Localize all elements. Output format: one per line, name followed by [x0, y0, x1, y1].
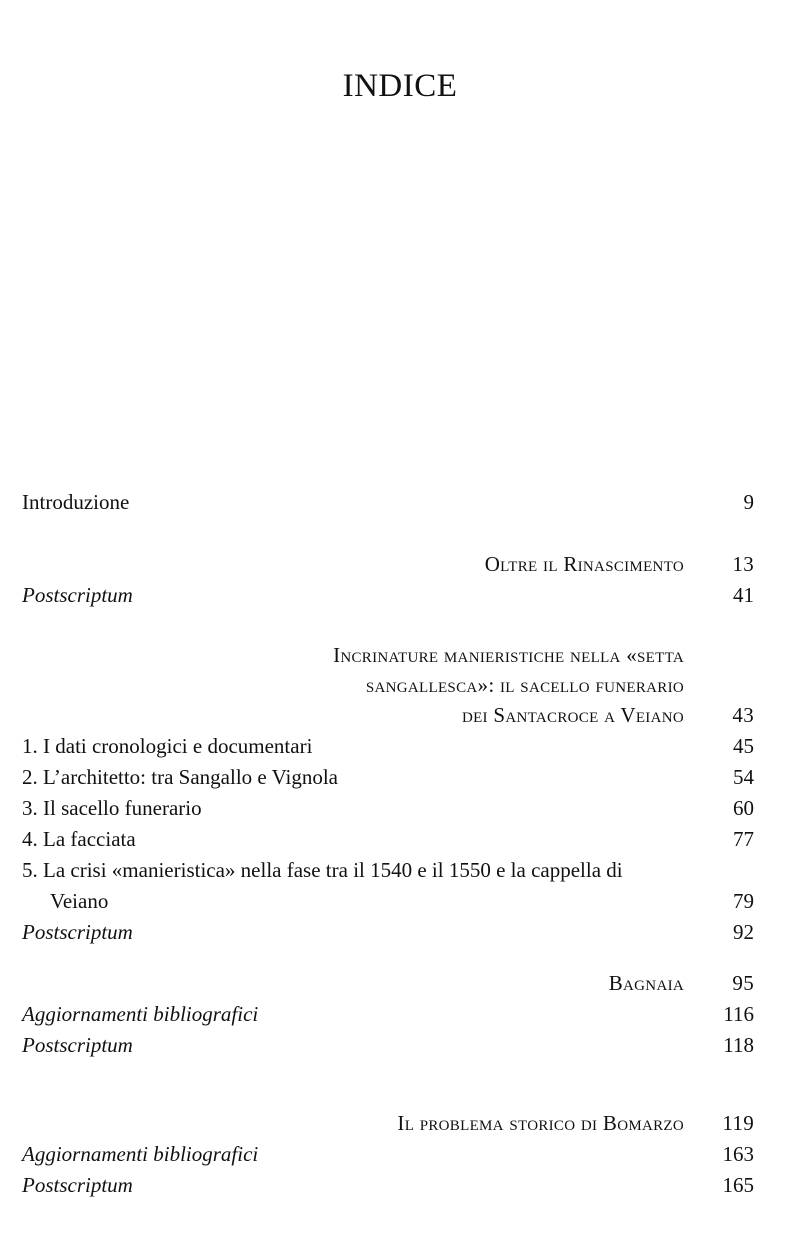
- entry-label: Postscriptum: [22, 583, 133, 607]
- section-heading: [22, 969, 754, 997]
- entry-page: 118: [723, 1033, 754, 1057]
- toc-entry: [22, 887, 754, 915]
- entry-page: 13: [732, 552, 754, 576]
- toc-entry: [22, 488, 754, 516]
- entry-label: Oltre il Rinascimento: [484, 552, 684, 576]
- toc-entry: [22, 794, 754, 822]
- entry-label: Postscriptum: [22, 1033, 133, 1057]
- toc-entry: [22, 918, 754, 946]
- section-heading: [22, 671, 744, 699]
- entry-page: 95: [732, 971, 754, 995]
- entry-label: Veiano: [50, 889, 109, 913]
- entry-page: 165: [722, 1173, 754, 1197]
- entry-page: 79: [733, 889, 754, 913]
- toc-entry: [22, 825, 754, 853]
- toc-entry: [22, 1000, 754, 1028]
- entry-label: 4. La facciata: [22, 827, 136, 851]
- toc-entry: [22, 581, 754, 609]
- page-title: INDICE: [342, 68, 458, 104]
- toc-entry: [22, 1171, 754, 1199]
- entry-page: 116: [723, 1002, 754, 1026]
- entry-page: 9: [743, 490, 754, 514]
- entry-label: Incrinature manieristiche nella «setta: [333, 643, 684, 667]
- entry-page: 119: [722, 1111, 754, 1135]
- toc-entry: [22, 732, 754, 760]
- entry-label: 3. Il sacello funerario: [22, 796, 202, 820]
- entry-page: 163: [722, 1142, 754, 1166]
- entry-label: dei Santacroce a Veiano: [461, 703, 684, 727]
- toc-entry: [22, 856, 744, 884]
- entry-page: 54: [733, 765, 754, 789]
- section-heading: [22, 550, 754, 578]
- toc-entry: [22, 1140, 754, 1168]
- section-heading: [22, 1109, 754, 1137]
- entry-label: sangallesca»: il sacello funerario: [365, 673, 684, 697]
- toc-entry: [22, 1031, 754, 1059]
- entry-page: 43: [732, 703, 754, 727]
- entry-label: 5. La crisi «manieristica» nella fase tra il 1540 e il 1550 e la cappella di: [22, 858, 623, 882]
- entry-label: Il problema storico di Bomarzo: [397, 1111, 684, 1135]
- entry-label: 2. L’architetto: tra Sangallo e Vignola: [22, 765, 338, 789]
- entry-label: Aggiornamenti bibliografici: [22, 1142, 259, 1166]
- toc-entry: [22, 763, 754, 791]
- section-heading: [22, 641, 744, 669]
- entry-label: Postscriptum: [22, 1173, 133, 1197]
- entry-label: Bagnaia: [608, 971, 684, 995]
- entry-page: 41: [733, 583, 754, 607]
- entry-label: 1. I dati cronologici e documentari: [22, 734, 313, 758]
- section-heading: [22, 701, 754, 729]
- entry-page: 60: [733, 796, 754, 820]
- entry-label: Aggiornamenti bibliografici: [22, 1002, 259, 1026]
- entry-page: 92: [733, 920, 754, 944]
- entry-label: Introduzione: [22, 490, 130, 514]
- entry-page: 77: [733, 827, 754, 851]
- entry-page: 45: [733, 734, 754, 758]
- entry-label: Postscriptum: [22, 920, 133, 944]
